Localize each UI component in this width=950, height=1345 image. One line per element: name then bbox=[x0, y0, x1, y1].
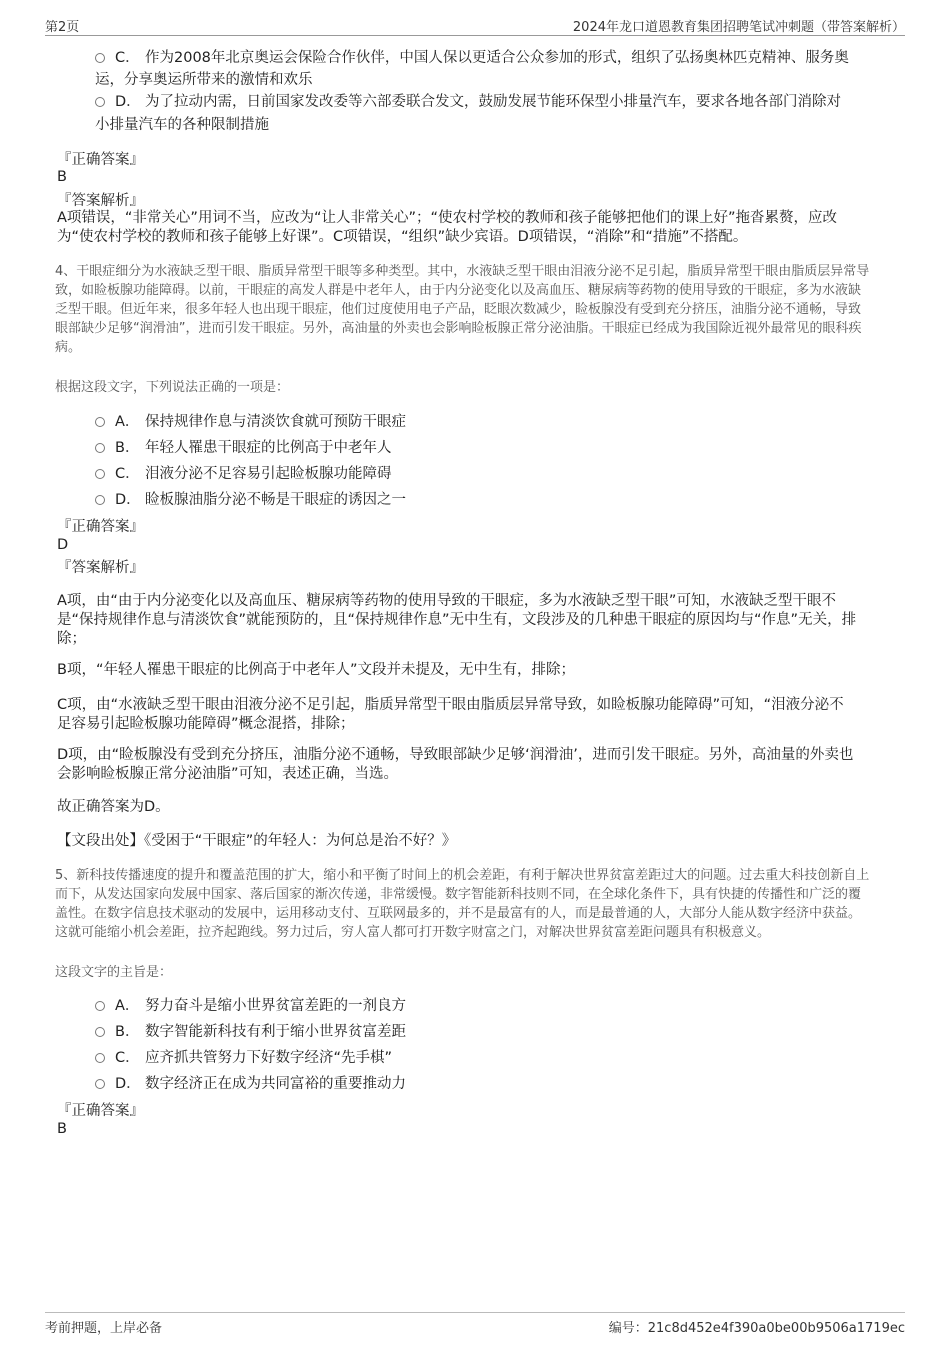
q5-prompt: 这段文字的主旨是： bbox=[55, 965, 173, 980]
q5-option-d[interactable]: D． 数字经济正在成为共同富裕的重要推动力 bbox=[95, 1073, 895, 1095]
radio-icon[interactable] bbox=[95, 1027, 105, 1037]
document-code: 编号：21c8d452e4f390a0be00b9506a1719ec bbox=[608, 1321, 905, 1336]
q3-option-d[interactable]: D． 为了拉动内需，日前国家发改委等六部委联合发文，鼓励发展节能环保型小排量汽车，要求各地各部门消除对 bbox=[95, 91, 895, 113]
document-title: 2024年龙口道恩教育集团招聘笔试冲刺题（带答案解析） bbox=[572, 20, 905, 35]
radio-icon[interactable] bbox=[95, 1053, 105, 1063]
radio-icon[interactable] bbox=[95, 443, 105, 453]
q4-prompt: 根据这段文字，下列说法正确的一项是： bbox=[55, 380, 290, 395]
passage-source: 【文段出处】《受困于“干眼症”的年轻人：为何总是治不好？》 bbox=[57, 833, 457, 849]
correct-answer: D bbox=[57, 537, 69, 553]
q3-option-d-cont: 小排量汽车的各种限制措施 bbox=[95, 117, 269, 133]
radio-icon[interactable] bbox=[95, 1001, 105, 1011]
q5-option-a[interactable]: A． 努力奋斗是缩小世界贫富差距的一剂良方 bbox=[95, 995, 895, 1017]
analysis-a: A项，由“由于内分泌变化以及高血压、糖尿病等药物的使用导致的干眼症，多为水液缺乏型干眼”可知，水液缺乏型干眼不 是“保持规律作息与清淡饮食”就能预防的，且“保持规律作息”无中生有，文段涉及的几种患干眼症的原因均与“作息”无关，排 除； bbox=[57, 593, 857, 647]
answer-label: 『正确答案』 bbox=[57, 1103, 144, 1119]
analysis-label: 『答案解析』 bbox=[57, 560, 144, 576]
q3-option-c[interactable]: C． 作为2008年北京奥运会保险合作伙伴，中国人保以更适合公众参加的形式，组织了弘扬奥林匹克精神、服务奥 bbox=[95, 47, 895, 69]
radio-icon[interactable] bbox=[95, 53, 105, 63]
q4-stem: 4、干眼症细分为水液缺乏型干眼、脂质异常型干眼等多种类型。其中，水液缺乏型干眼由泪液分泌不足引起，脂质异常型干眼由脂质层异常导 致，如睑板腺功能障碍。以前，干眼症的高发人群是中老年人，由于内分泌变化以及高血压、糖尿病等药物的使用导致的干眼症，多为水液缺 乏型干眼。但近年来，很多年轻人也出现干眼症，他们过度使用电子产品，眨眼次数减少，睑板腺没有受到充分挤压，油脂分泌不通畅，导致 眼部缺少足够“润滑油”，进而引发干眼症。另外，高油量的外卖也会影响睑板腺正常分泌油脂。干眼症已经成为我国除近视外最常见的眼科疾 病。 bbox=[55, 264, 870, 355]
analysis-label: 『答案解析』 bbox=[57, 193, 144, 209]
q3-option-c-cont: 运，分享奥运所带来的激情和欢乐 bbox=[95, 72, 313, 88]
q5-option-b[interactable]: B． 数字智能新科技有利于缩小世界贫富差距 bbox=[95, 1021, 895, 1043]
analysis-d: D项，由“睑板腺没有受到充分挤压，油脂分泌不通畅，导致眼部缺少足够‘润滑油’，进而引发干眼症。另外，高油量的外卖也 会影响睑板腺正常分泌油脂”可知，表述正确，当选。 bbox=[57, 747, 854, 782]
radio-icon[interactable] bbox=[95, 469, 105, 479]
answer-label: 『正确答案』 bbox=[57, 519, 144, 535]
q4-option-c[interactable]: C． 泪液分泌不足容易引起睑板腺功能障碍 bbox=[95, 463, 895, 485]
radio-icon[interactable] bbox=[95, 1079, 105, 1089]
page-number: 第2页 bbox=[45, 20, 80, 35]
radio-icon[interactable] bbox=[95, 97, 105, 107]
analysis-text: A项错误，“非常关心”用词不当，应改为“让人非常关心”；“使农村学校的教师和孩子能够把他们的课上好”拖沓累赘，应改 为“使农村学校的教师和孩子能够上好课”。C项错误，“组织”缺少宾语。D项错误，“消除”和“措施”不搭配。 bbox=[57, 210, 837, 245]
q5-option-c[interactable]: C． 应齐抓共管努力下好数字经济“先手棋” bbox=[95, 1047, 895, 1069]
analysis-b: B项，“年轻人罹患干眼症的比例高于中老年人”文段并未提及，无中生有，排除； bbox=[57, 662, 575, 678]
analysis-conclusion: 故正确答案为D。 bbox=[57, 799, 170, 815]
footer-slogan: 考前押题，上岸必备 bbox=[45, 1321, 163, 1336]
analysis-c: C项，由“水液缺乏型干眼由泪液分泌不足引起，脂质异常型干眼由脂质层异常导致，如睑板腺功能障碍”可知，“泪液分泌不 足容易引起睑板腺功能障碍”概念混搭，排除； bbox=[57, 697, 844, 732]
page-footer bbox=[45, 1312, 905, 1336]
q4-option-d[interactable]: D． 睑板腺油脂分泌不畅是干眼症的诱因之一 bbox=[95, 489, 895, 511]
q5-stem: 5、新科技传播速度的提升和覆盖范围的扩大，缩小和平衡了时间上的机会差距，有利于解决世界贫富差距过大的问题。过去重大科技创新自上 而下，从发达国家向发展中国家、落后国家的渐次传递，非常缓慢。数字智能新科技则不同，在全球化条件下，具有快捷的传播性和广泛的覆 盖性。在数字信息技术驱动的发展中，运用移动支付、互联网最多的，并不是最富有的人，而是最普通的人，大部分人能从数字经济中获益。 这就可能缩小机会差距，拉齐起跑线。努力过后，穷人富人都可打开数字财富之门，对解决世界贫富差距问题具有积极意义。 bbox=[55, 868, 870, 940]
radio-icon[interactable] bbox=[95, 417, 105, 427]
correct-answer: B bbox=[57, 1121, 67, 1137]
radio-icon[interactable] bbox=[95, 495, 105, 505]
q4-option-b[interactable]: B． 年轻人罹患干眼症的比例高于中老年人 bbox=[95, 437, 895, 459]
page-header bbox=[45, 14, 905, 36]
answer-label: 『正确答案』 bbox=[57, 152, 144, 168]
q4-option-a[interactable]: A． 保持规律作息与清淡饮食就可预防干眼症 bbox=[95, 411, 895, 433]
correct-answer: B bbox=[57, 169, 67, 185]
